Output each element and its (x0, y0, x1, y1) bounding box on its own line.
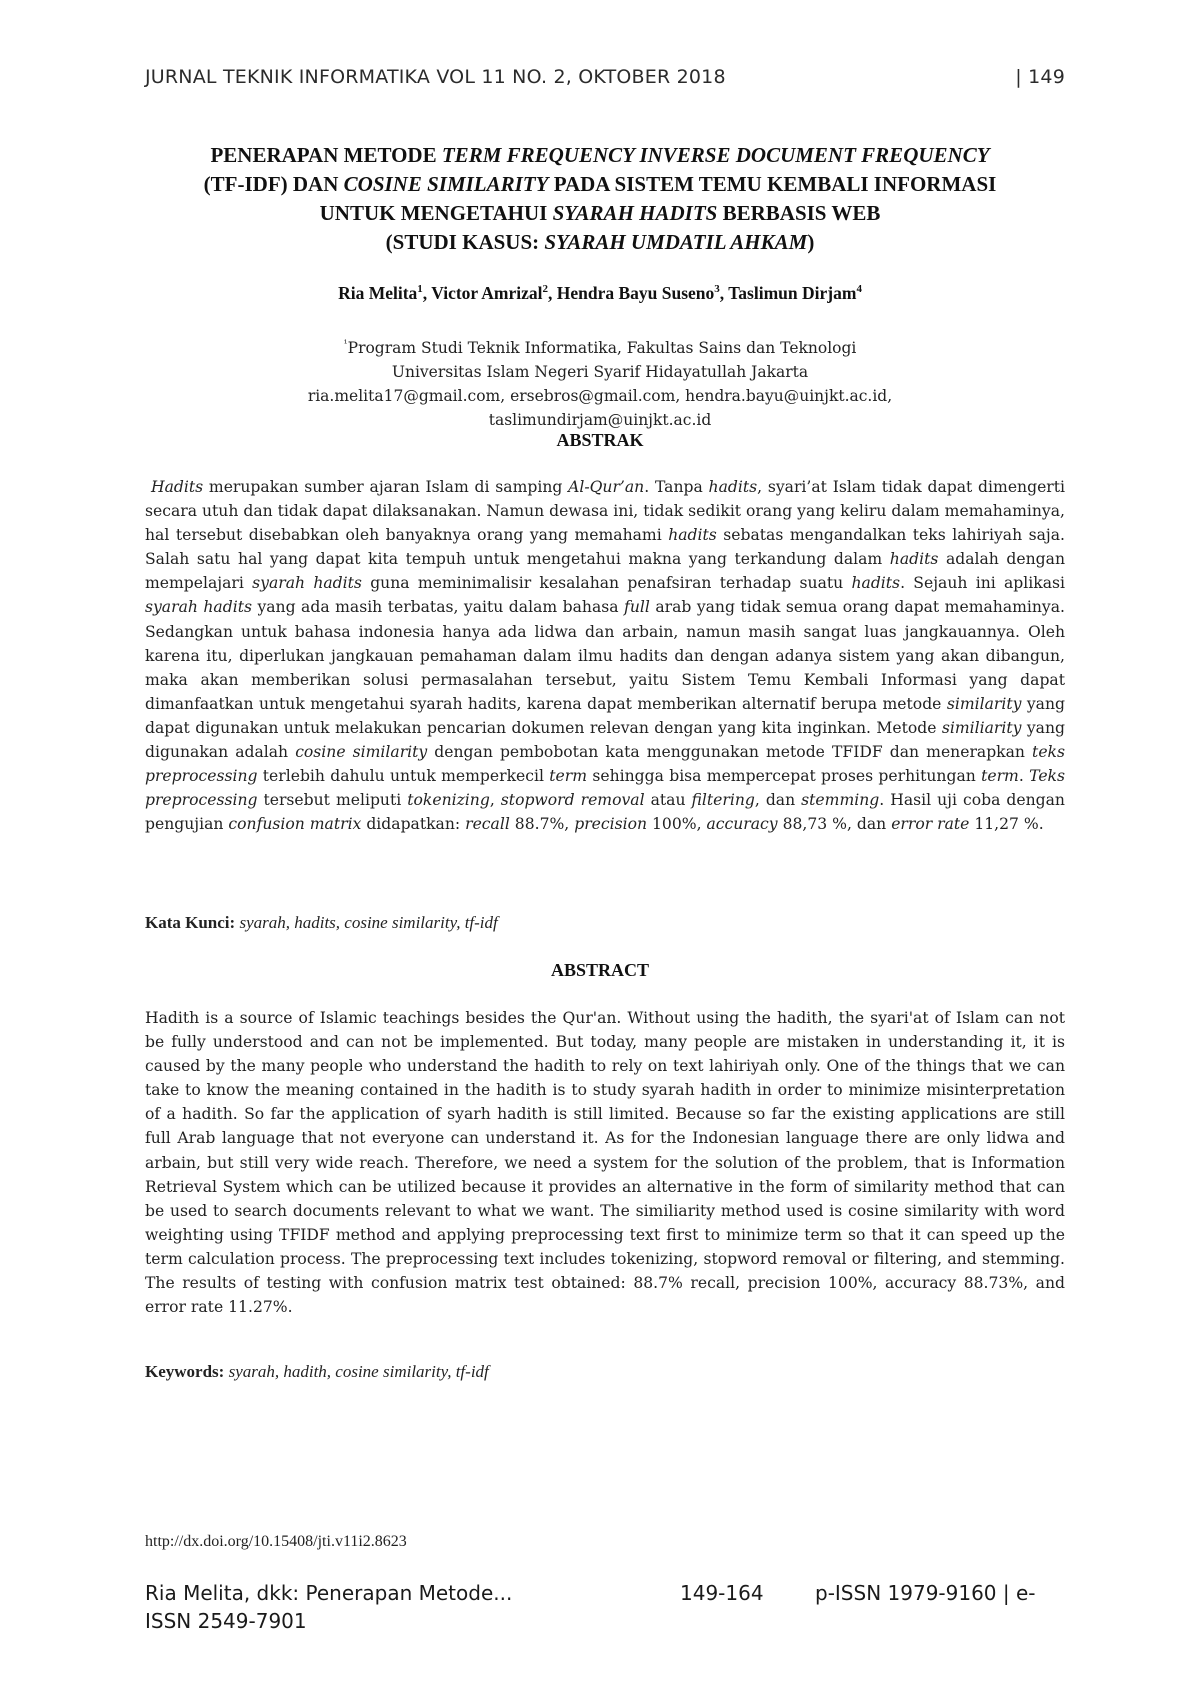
abstrak-run: 88,73 %, dan (777, 815, 892, 834)
journal-issue-label: JURNAL TEKNIK INFORMATIKA VOL 11 NO. 2, OKTOBER 2018 (145, 66, 726, 88)
affiliation-university: Universitas Islam Negeri Syarif Hidayatullah Jakarta (391, 363, 809, 382)
abstrak-run: 100%, (647, 815, 707, 834)
abstrak-run: stemming (801, 791, 880, 810)
abstrak-run: merupakan sumber ajaran Islam di samping (203, 478, 569, 496)
abstrak-run: stopword removal (500, 791, 645, 810)
title-line-4: (STUDI KASUS: SYARAH UMDATIL AHKAM) (385, 230, 815, 254)
abstrak-run: yang ada masih terbatas, yaitu dalam bahasa (251, 598, 625, 617)
abstrak-run: hadits (668, 526, 717, 545)
abstrak-run: full (624, 598, 650, 617)
author: Taslimun Dirjam$^4$ (728, 283, 862, 303)
kata-kunci-values: syarah, hadits, cosine similarity, tf-idf (235, 913, 498, 932)
abstract-paragraph: Hadith is a source of Islamic teachings besides the Qur'an. Without using the hadith, the syari'at of Islam can not be fully understood and can not be implemented. But today, many people are mistaken in understanding it, it is caused by the many people who understand the hadith to rely on text lahiriyah only. One of the things that we can take to know the meaning contained in the hadith is to study syarah hadith in order to minimize misinterpretation of a hadith. So far the application of syarh hadith is still limited. Because so far the existing applications are still full Arab language that not everyone can understand it. As for the Indonesian language there are only lidwa and arbain, but still very wide reach. Therefore, we need a system for the solution of the problem, that is Information Retrieval System which can be utilized because it provides an alternative in the form of similarity method that can be used to search documents relevant to what we want. The similiarity method used is cosine similarity with word weighting using TFIDF method and applying preprocessing text first to minimize term so that it can speed up the term calculation process. The preprocessing text includes tokenizing, stopword removal or filtering, and stemming. The results of testing with confusion matrix test obtained: 88.7% recall, precision 100%, accuracy 88.73%, and error rate 11.27%. (145, 1009, 1065, 1317)
abstrak-run: , (489, 791, 501, 810)
abstrak-run: accuracy (706, 815, 778, 834)
abstrak-run: teks preprocessing (145, 743, 1065, 786)
abstrak-run: error rate (891, 815, 970, 834)
author-emails: ria.melita17@gmail.com, ersebros@gmail.com, hendra.bayu@uinjkt.ac.id, (307, 387, 893, 406)
footer-citation: Ria Melita, dkk: Penerapan Metode... (145, 1581, 513, 1605)
abstrak-run: recall (465, 815, 510, 834)
abstrak-run: hadits (708, 478, 758, 496)
abstrak-run: . Hasil uji coba dengan pengujian (145, 791, 1065, 834)
abstrak-run: cosine similarity (295, 743, 428, 762)
author-list (120, 283, 1080, 304)
abstrak-run: adalah dengan mempelajari (145, 550, 1065, 593)
title-line-2: (TF-IDF) DAN COSINE SIMILARITY PADA SISTEM TEMU KEMBALI INFORMASI (203, 172, 997, 196)
author: Ria Melita$^1$, (338, 283, 432, 303)
abstrak-run: syarah hadits (145, 598, 252, 617)
abstrak-run: arab yang tidak semua orang dapat memahaminya. Sedangkan untuk bahasa indonesia hanya ada lidwa dan arbain, namun masih sangat luas jangkauannya. Oleh karena itu, diperlukan jangkauan pemahaman dalam ilmu hadits dan dengan adanya sistem yang akan dibangun, maka akan memberikan solusi permasalahan tersebut, yaitu Sistem Temu Kembali Informasi yang dapat dimanfaatkan untuk mengetahui syarah hadits, karena dapat memberikan alternatif berupa metode (145, 598, 1065, 713)
abstrak-paragraph (145, 475, 1065, 836)
abstrak-run: tersebut meliputi (257, 791, 408, 810)
abstrak-run: atau (644, 791, 692, 810)
author: Hendra Bayu Suseno$^3$, (556, 283, 729, 303)
abstrak-run: yang digunakan adalah (145, 718, 1065, 762)
kata-kunci-label: Kata Kunci: (145, 913, 236, 932)
doi-link[interactable]: http://dx.doi.org/10.15408/jti.v11i2.8623 (145, 1533, 407, 1550)
abstrak-run: sebatas mengandalkan teks lahiriyah saja. Salah satu hal yang dapat kita tempuh untuk mengetahui makna yang terkandung dalam (145, 526, 1065, 569)
abstrak-run: hadits (889, 550, 939, 569)
running-head (145, 66, 1065, 96)
footer-pissn: p-ISSN 1979-9160 | e- (815, 1581, 1036, 1605)
abstrak-run: sehingga bisa mempercepat proses perhitungan (587, 767, 982, 786)
abstrak-run: terlebih dahulu untuk memperkecil (257, 767, 550, 786)
page-footer (145, 1581, 1065, 1641)
keywords-label: Keywords: (145, 1362, 225, 1381)
abstrak-run: 88.7%, (509, 815, 575, 834)
abstrak-run: Hadits (151, 478, 204, 496)
author: Victor Amrizal$^2$, (431, 283, 557, 303)
paper-title (120, 141, 1080, 257)
title-line-1: PENERAPAN METODE TERM FREQUENCY INVERSE DOCUMENT FREQUENCY (210, 143, 990, 167)
abstrak-run: confusion matrix (228, 815, 362, 834)
abstrak-run: dengan pembobotan kata menggunakan metode TFIDF dan menerapkan (427, 743, 1033, 762)
affiliation-program: $^{^1}$Program Studi Teknik Informatika, Fakultas Sains dan Teknologi (343, 339, 857, 358)
abstrak-run: yang dapat digunakan untuk melakukan pencarian dokumen relevan dengan yang kita inginkan. Metode (145, 694, 1065, 737)
keywords-values: syarah, hadith, cosine similarity, tf-idf (224, 1362, 489, 1381)
keywords (145, 1362, 1065, 1382)
abstrak-run: term (981, 767, 1019, 786)
abstrak-run: 11,27 %. (969, 815, 1044, 834)
abstrak-run: Teks preprocessing (145, 767, 1065, 810)
abstrak-run: hadits (851, 574, 901, 593)
abstrak-run: tokenizing (407, 791, 490, 810)
abstrak-run: . (1018, 767, 1030, 786)
abstrak-run: filtering (691, 791, 755, 810)
footer-pages: 149-164 (680, 1581, 764, 1605)
abstrak-run: term (549, 767, 588, 786)
abstrak-run: . Tanpa (644, 478, 709, 496)
abstrak-run: precision (574, 815, 648, 834)
abstrak-run: similiarity (941, 718, 1022, 737)
affiliation-block (120, 333, 1080, 432)
page-number: | 149 (1015, 66, 1065, 88)
abstrak-run: didapatkan: (361, 815, 466, 834)
title-line-3: UNTUK MENGETAHUI SYARAH HADITS BERBASIS WEB (319, 201, 881, 225)
abstrak-run: . Sejauh ini aplikasi (900, 574, 1065, 593)
abstrak-heading: ABSTRAK (556, 430, 644, 450)
footer-eissn: ISSN 2549-7901 (145, 1609, 307, 1633)
affiliation-mark: ¹ (343, 339, 348, 350)
abstract-heading: ABSTRACT (550, 960, 650, 980)
abstrak-run: similarity (946, 694, 1022, 713)
abstrak-run: Al-Qur’an (568, 478, 645, 496)
abstrak-run: guna meminimalisir kesalahan penafsiran terhadap suatu (361, 574, 852, 593)
abstrak-run: , dan (754, 791, 802, 810)
abstrak-run: syarah hadits (252, 574, 362, 593)
kata-kunci (145, 913, 1065, 933)
author-emails-cont: taslimundirjam@uinjkt.ac.id (488, 411, 712, 430)
abstrak-run: , syari’at Islam tidak dapat dimengerti secara utuh dan tidak dapat dilaksanakan. Namun dewasa ini, tidak sedikit orang yang keliru dalam memahaminya, hal tersebut disebabkan oleh banyaknya orang yang memahami (145, 478, 1066, 545)
